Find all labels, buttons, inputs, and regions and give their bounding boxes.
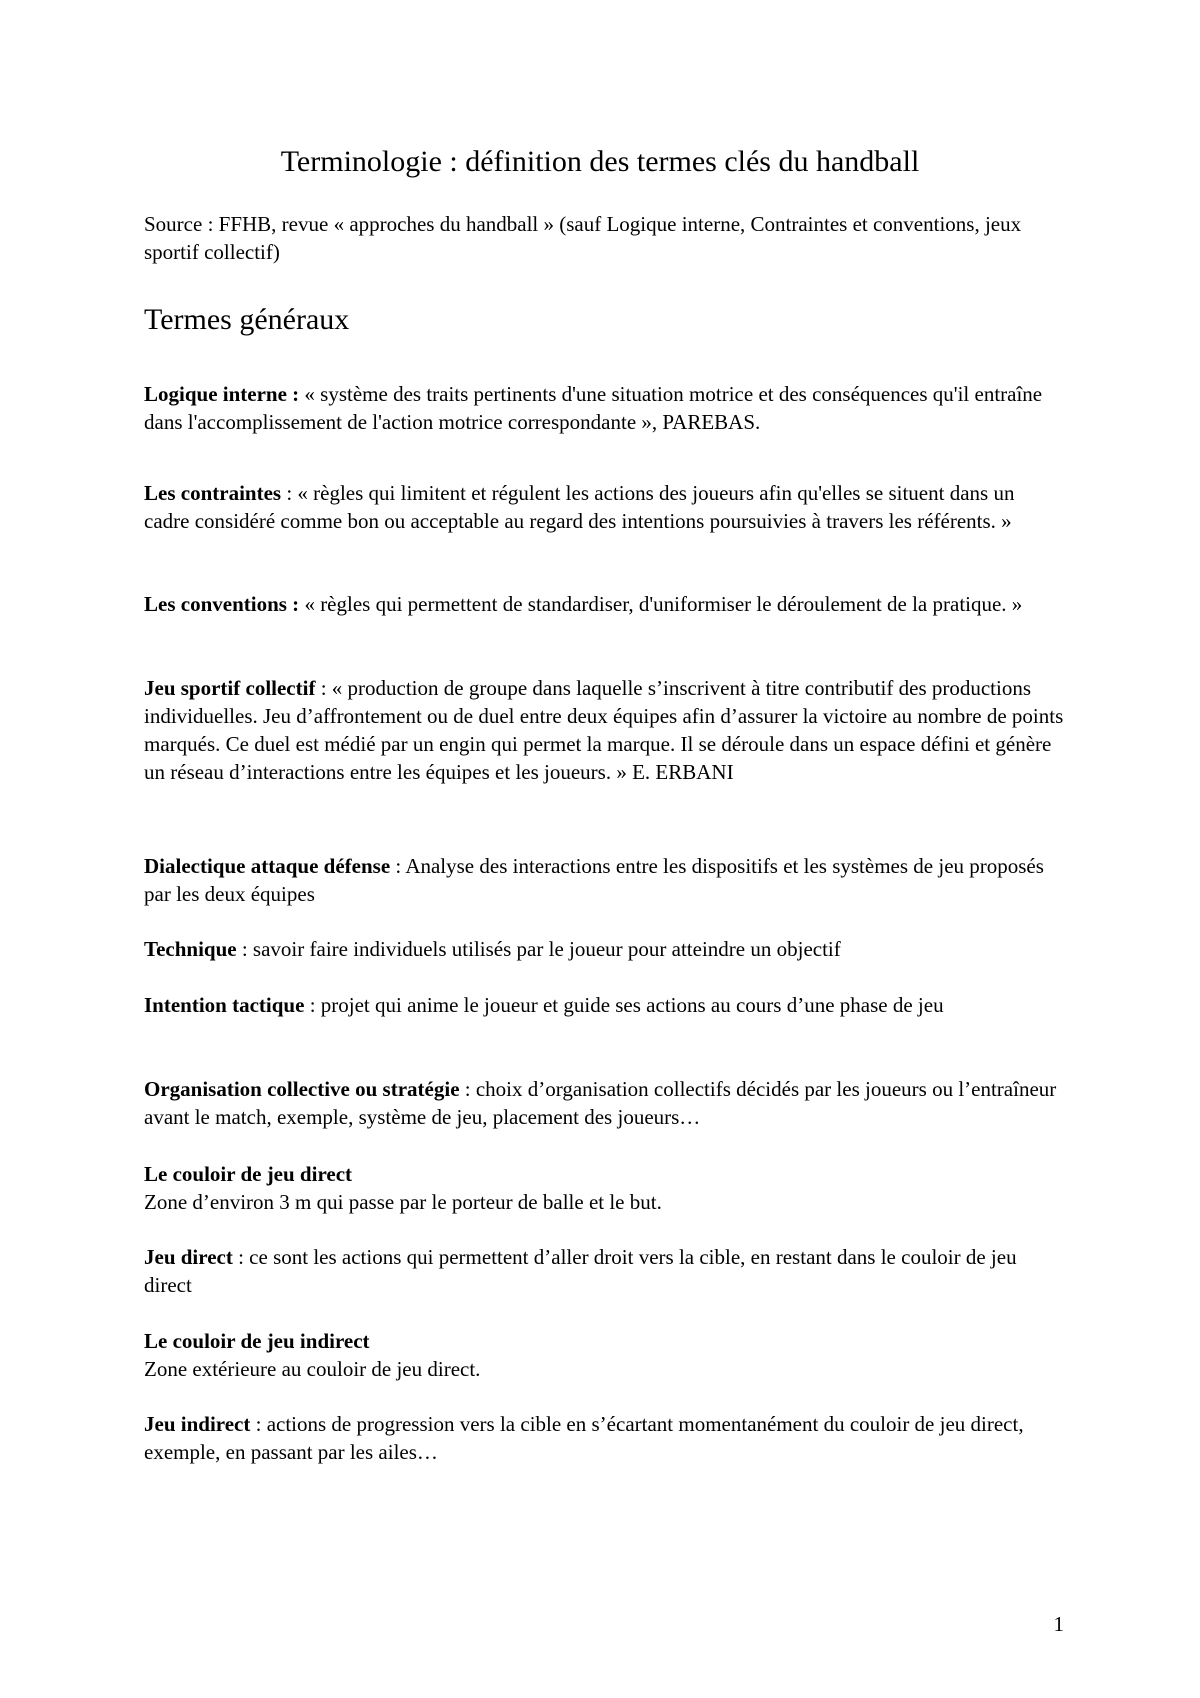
section-heading: Termes généraux <box>144 303 350 336</box>
entry-intention-tactique <box>144 991 1064 1019</box>
entry-definition: : choix d’organisation collectifs décidés par les joueurs ou l’entraîneur avant le match, exemple, système de jeu, placement des joueurs… <box>144 1077 1057 1129</box>
entry-term: Jeu sportif collectif <box>144 676 316 700</box>
entry-term: Les conventions : <box>144 592 300 616</box>
entry-dialectique <box>144 852 1064 908</box>
entry-definition: : ce sont les actions qui permettent d’aller droit vers la cible, en restant dans le couloir de jeu direct <box>144 1245 1017 1297</box>
entry-term: Le couloir de jeu direct <box>144 1162 353 1186</box>
entry-term: Jeu indirect <box>144 1412 251 1436</box>
entry-technique <box>144 935 1064 963</box>
entry-term: Technique <box>144 937 237 961</box>
entry-definition: « règles qui permettent de standardiser, d'uniformiser le déroulement de la pratique. » <box>299 592 1023 616</box>
entry-term: Dialectique attaque défense <box>144 854 391 878</box>
entry-term: Le couloir de jeu indirect <box>144 1329 370 1353</box>
entry-contraintes <box>144 479 1064 535</box>
entry-definition: : Analyse des interactions entre les dispositifs et les systèmes de jeu proposés par les deux équipes <box>144 854 1044 906</box>
entry-definition: Zone d’environ 3 m qui passe par le porteur de balle et le but. <box>144 1190 662 1214</box>
document-title: Terminologie : définition des termes clés du handball <box>280 145 920 178</box>
entry-term: Jeu direct <box>144 1245 233 1269</box>
source-note: Source : FFHB, revue « approches du handball » (sauf Logique interne, Contraintes et conventions, jeux sportif collectif) <box>144 212 1022 264</box>
entry-jeu-sportif-collectif <box>144 674 1064 786</box>
entry-definition: Zone extérieure au couloir de jeu direct. <box>144 1357 481 1381</box>
entry-term: Organisation collective ou stratégie <box>144 1077 460 1101</box>
entry-couloir-jeu-indirect <box>144 1327 1064 1383</box>
entry-couloir-jeu-direct <box>144 1160 1064 1216</box>
entry-term: Logique interne : <box>144 382 300 406</box>
entry-logique-interne <box>144 380 1064 436</box>
entry-jeu-direct <box>144 1243 1064 1299</box>
page-number: 1 <box>1053 1612 1064 1636</box>
entry-definition: : « production de groupe dans laquelle s’inscrivent à titre contributif des productions individuelles. Jeu d’affrontement ou de duel entre deux équipes afin d’assurer la victoire au nombre de points marqués. Ce duel est médié par un engin qui permet la marque. Il se déroule dans un espace défini et génère un réseau d’interactions entre les équipes et les joueurs. » E. ERBANI <box>144 676 1064 784</box>
entry-definition: : projet qui anime le joueur et guide ses actions au cours d’une phase de jeu <box>304 993 944 1017</box>
entry-definition: : actions de progression vers la cible en s’écartant momentanément du couloir de jeu direct, exemple, en passant par les ailes… <box>144 1412 1024 1464</box>
entry-organisation-collective <box>144 1075 1064 1131</box>
entry-definition: « système des traits pertinents d'une situation motrice et des conséquences qu'il entraîne dans l'accomplissement de l'action motrice correspondante », PAREBAS. <box>144 382 1043 434</box>
entry-conventions <box>144 590 1064 618</box>
entry-definition: : savoir faire individuels utilisés par le joueur pour atteindre un objectif <box>236 937 841 961</box>
entry-term: Intention tactique <box>144 993 305 1017</box>
entry-definition: : « règles qui limitent et régulent les actions des joueurs afin qu'elles se situent dans un cadre considéré comme bon ou acceptable au regard des intentions poursuivies à travers les référents. » <box>144 481 1015 533</box>
entry-term: Les contraintes <box>144 481 282 505</box>
entry-jeu-indirect <box>144 1410 1064 1466</box>
